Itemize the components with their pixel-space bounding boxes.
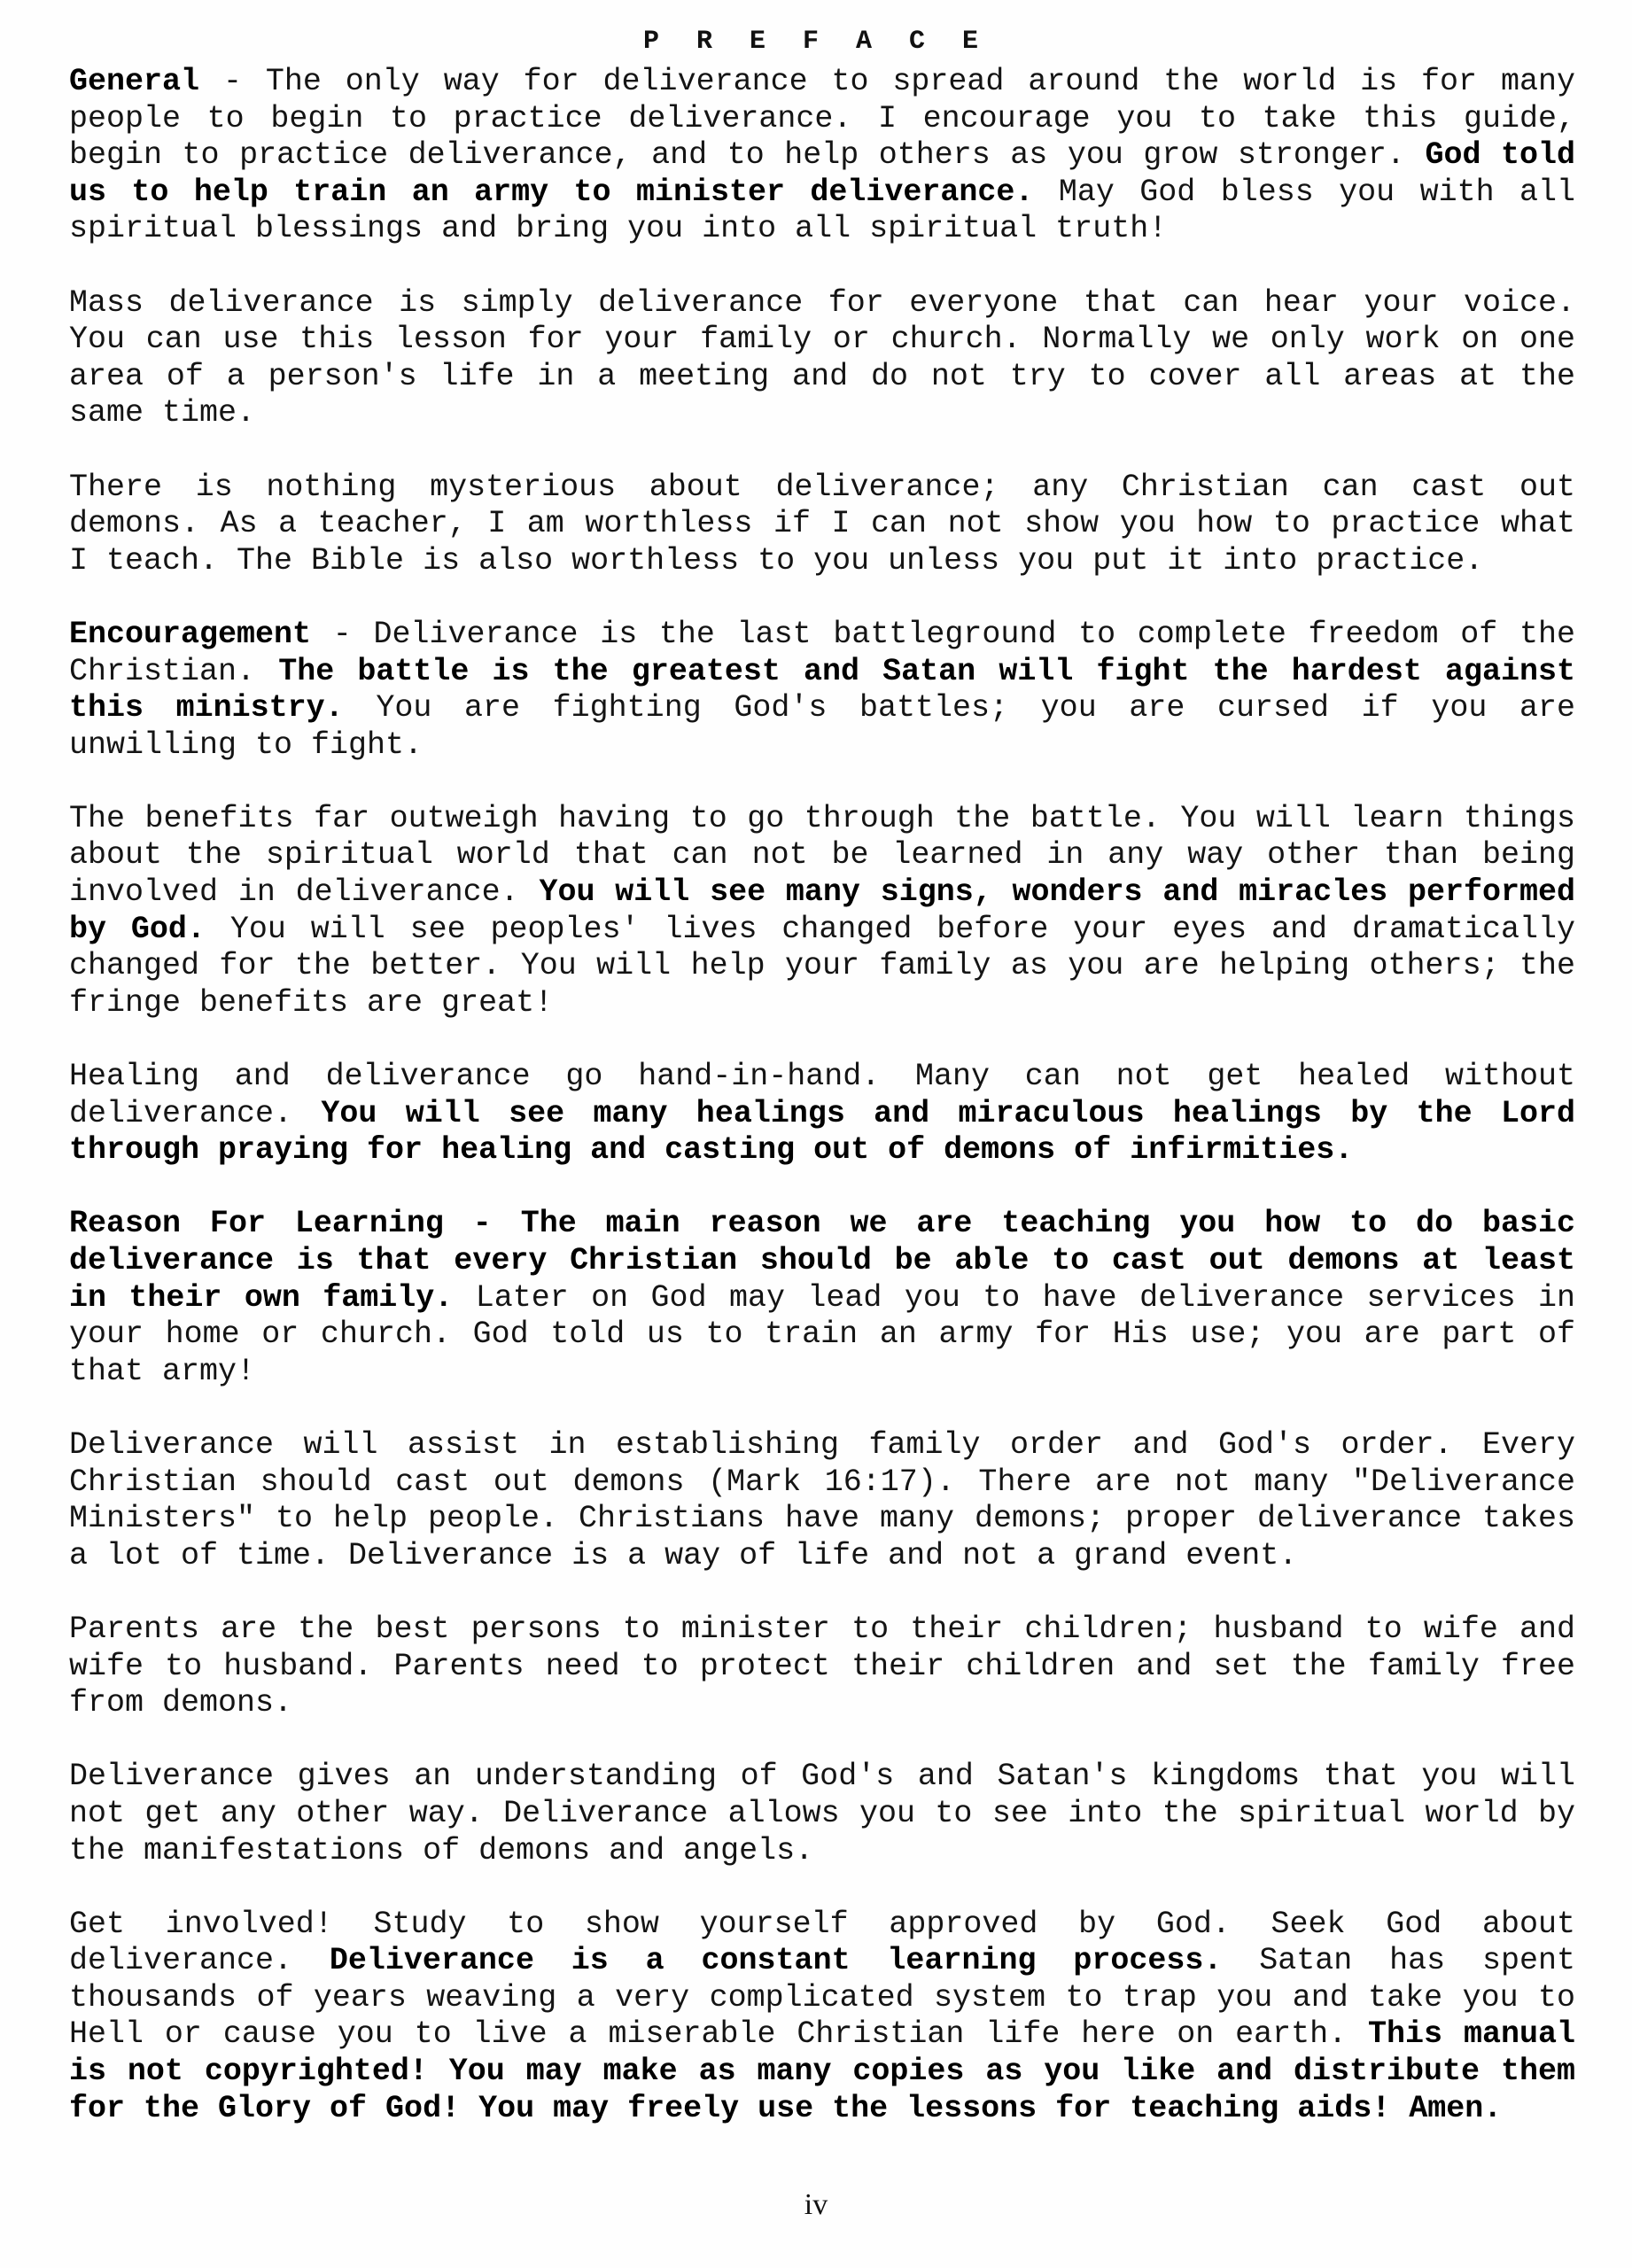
bold-text-segment: Deliverance is a constant learning process. bbox=[329, 1943, 1223, 1979]
bold-text-segment: The battle is the greatest and Satan will fight the hardest against this ministry. bbox=[69, 653, 1575, 726]
document-body bbox=[69, 64, 1575, 2164]
bold-text-segment: Encouragement bbox=[69, 616, 312, 652]
text-segment: Mass deliverance is simply deliverance for everyone that can hear your voice. You can use this lesson for your family or church. Normally we only work on one area of a person's life in a meeting and do not try to cover all areas at the same time. bbox=[69, 284, 1575, 431]
page-title: P R E F A C E bbox=[642, 27, 990, 57]
bold-text-segment: God told us to help train an army to minister deliverance. bbox=[69, 137, 1575, 210]
page-number: iv bbox=[804, 2188, 828, 2221]
text-segment: Healing and deliverance go hand-in-hand. Many can not get healed without deliverance. bbox=[69, 1059, 1575, 1131]
bold-text-segment: General bbox=[69, 64, 200, 99]
paragraph bbox=[69, 1907, 1575, 2128]
paragraph bbox=[69, 64, 1575, 248]
bold-text-segment: Reason For Learning - The main reason we are teaching you how to do basic deliverance is that every Christian should be able to cast out demons at least in their own family. bbox=[69, 1206, 1575, 1316]
paragraph bbox=[69, 1206, 1575, 1390]
text-segment: - Deliverance is the last battleground to complete freedom of the Christian. bbox=[69, 616, 1575, 689]
text-segment: May God bless you with all spiritual blessings and bring you into all spiritual truth! bbox=[69, 174, 1576, 247]
paragraph bbox=[69, 1059, 1575, 1169]
text-segment: Satan has spent thousands of years weaving a very complicated system to trap you and take you to Hell or cause you to live a miserable Christian life here on earth. bbox=[69, 1943, 1575, 2053]
text-segment: Get involved! Study to show yourself approved by God. Seek God about deliverance. bbox=[69, 1906, 1575, 1979]
bold-text-segment: This manual is not copyrighted! You may make as many copies as you like and distribute them for the Glory of God! You may freely use the lessons for teaching aids! Amen. bbox=[69, 2016, 1575, 2126]
paragraph bbox=[69, 1759, 1575, 1869]
bold-text-segment: You will see many healings and miraculous healings by the Lord through praying for healing and casting out of demons of infirmities. bbox=[69, 1095, 1575, 1169]
text-segment: There is nothing mysterious about deliverance; any Christian can cast out demons. As a teacher, I am worthless if I can not show you how to practice what I teach. The Bible is also worthless to you unless you put it into practice. bbox=[69, 469, 1575, 579]
paragraph bbox=[69, 617, 1575, 764]
paragraph bbox=[69, 285, 1575, 432]
text-segment: - The only way for deliverance to spread around the world is for many people to begin to practice deliverance. I encourage you to take this guide, begin to practice deliverance, and to help others as you grow stronger. bbox=[69, 64, 1575, 174]
bold-text-segment: You will see many signs, wonders and miracles performed by God. bbox=[69, 874, 1575, 947]
text-segment: Later on God may lead you to have deliverance services in your home or church. God told us to train an army for His use; you are part of that army! bbox=[69, 1279, 1575, 1389]
text-segment: Deliverance gives an understanding of God's and Satan's kingdoms that you will not get any other way. Deliverance allows you to see into the spiritual world by the manifestations of demons and angels. bbox=[69, 1759, 1575, 1868]
paragraph bbox=[69, 801, 1575, 1022]
text-segment: You are fighting God's battles; you are cursed if you are unwilling to fight. bbox=[69, 690, 1575, 763]
paragraph bbox=[69, 470, 1575, 580]
text-segment: The benefits far outweigh having to go through the battle. You will learn things about the spiritual world that can not be learned in any way other than being involved in deliverance. bbox=[69, 800, 1575, 911]
text-segment: Parents are the best persons to minister to their children; husband to wife and wife to husband. Parents need to protect their children and set the family free from demons. bbox=[69, 1611, 1575, 1721]
paragraph bbox=[69, 1427, 1575, 1574]
text-segment: Deliverance will assist in establishing family order and God's order. Every Christian should cast out demons (Mark 16:17). There are not many "Deliverance Ministers" to help people. Christians have many demons; proper deliverance takes a lot of time. Deliverance is a way of life and not a grand event. bbox=[69, 1426, 1575, 1573]
paragraph bbox=[69, 1612, 1575, 1722]
text-segment: You will see peoples' lives changed before your eyes and dramatically changed for the better. You will help your family as you are helping others; the fringe benefits are great! bbox=[69, 911, 1575, 1021]
